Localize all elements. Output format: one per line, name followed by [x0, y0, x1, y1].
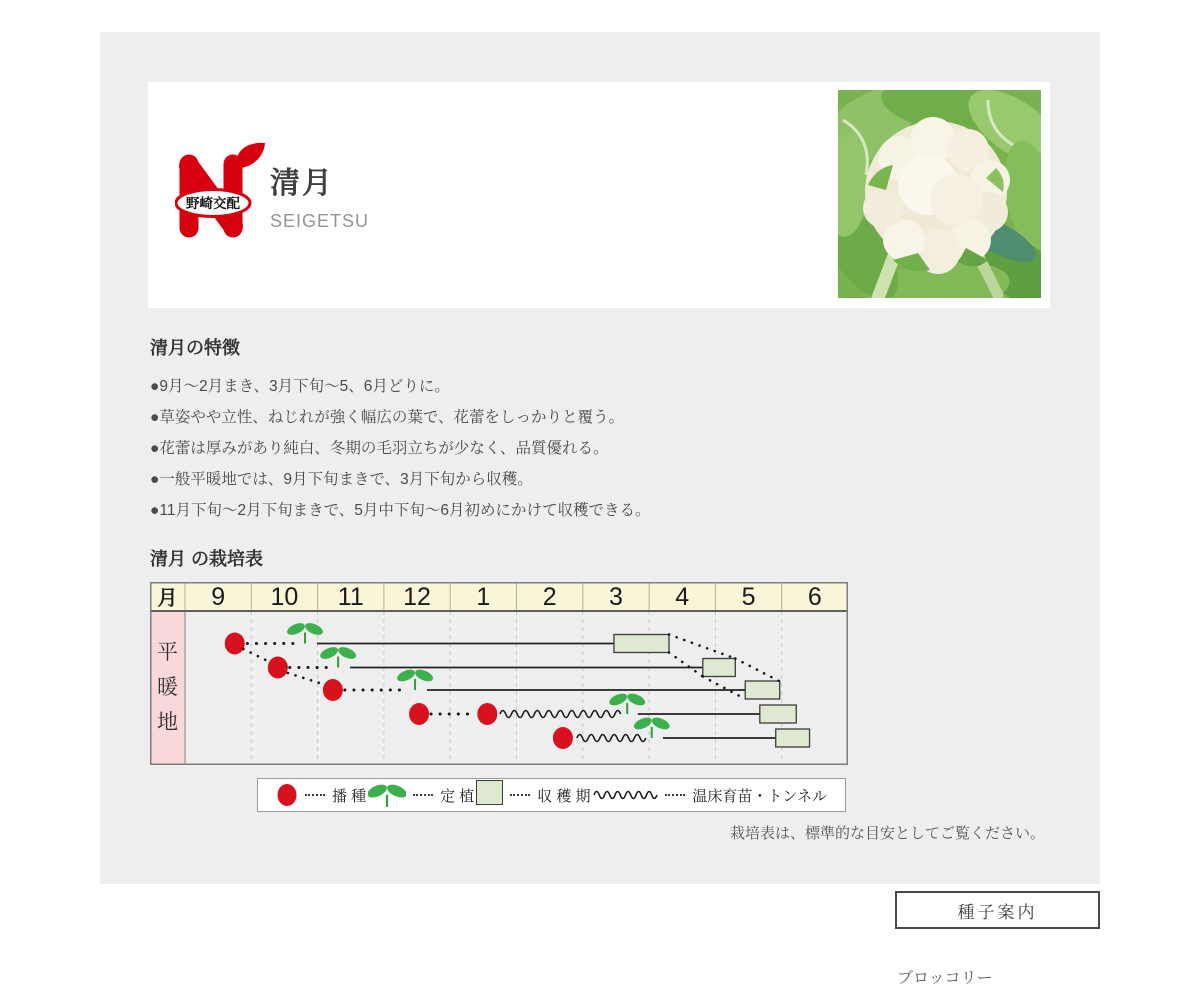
seed-guide-button[interactable]: 種子案内 — [895, 891, 1100, 929]
shift-dotted-connector — [669, 653, 703, 677]
tunnel-wave-icon — [592, 787, 658, 803]
month-label: 9 — [211, 583, 226, 611]
harvest-box-icon — [476, 780, 503, 810]
sow-dot — [268, 657, 288, 679]
feature-item: ●11月下旬～2月下旬まきで、5月中下旬～6月初めにかけて収穫できる。 — [150, 502, 651, 519]
transplant-sprout-icon — [608, 691, 647, 714]
month-label: 11 — [337, 583, 364, 611]
sow-dot — [553, 727, 573, 749]
harvest-box — [745, 681, 779, 699]
legend-connector — [305, 794, 325, 796]
chart-heading: 清月 の栽培表 — [150, 549, 264, 569]
feature-item: ●草姿やや立性、ねじれが強く幅広の葉で、花蕾をしっかりと覆う。 — [150, 409, 625, 426]
region-label: 平 — [157, 641, 178, 664]
chart-legend — [257, 778, 846, 812]
tunnel-wave — [500, 711, 621, 718]
sow-dot — [323, 679, 343, 701]
transplant-sprout-icon — [368, 781, 406, 809]
brand-logo — [175, 141, 267, 247]
transplant-sprout-icon — [368, 782, 406, 807]
features-heading: 清月の特徴 — [150, 338, 240, 358]
legend-connector — [510, 794, 530, 796]
legend-item — [276, 782, 366, 808]
brand-badge-text: 野崎交配 — [186, 196, 240, 211]
shift-dotted-connector — [288, 673, 324, 685]
sow-dot — [409, 703, 429, 725]
shift-dotted-connector — [669, 635, 735, 659]
sow-dot-icon — [276, 782, 298, 808]
legend-label: 播 種 — [332, 787, 367, 805]
product-title: 清月 — [270, 167, 334, 200]
month-label: 1 — [476, 583, 491, 611]
month-label: 10 — [270, 583, 299, 611]
shift-dotted-connector — [703, 677, 745, 700]
legend-item — [476, 780, 590, 810]
sow-dot — [225, 633, 245, 655]
feature-item: ●花蕾は厚みがあり純白、冬期の毛羽立ちが少なく、品質優れる。 — [150, 440, 609, 457]
month-label: 12 — [403, 583, 431, 611]
harvest-box — [760, 705, 796, 723]
leaf-icon — [236, 143, 265, 168]
feature-item: ●一般平暖地では、9月下旬まきで、3月下旬から収穫。 — [150, 471, 533, 488]
legend-connector — [413, 794, 433, 796]
product-photo — [838, 90, 1041, 298]
harvest-box — [703, 659, 735, 677]
chart-note: 栽培表は、標準的な目安としてご覧ください。 — [729, 825, 1045, 842]
legend-item — [368, 781, 474, 809]
month-label: 4 — [675, 583, 690, 611]
legend-label: 定 植 — [440, 787, 475, 805]
cultivation-chart-svg — [150, 582, 848, 765]
legend-label: 収 穫 期 — [537, 787, 591, 805]
product-subtitle: SEIGETSU — [270, 211, 370, 231]
product-card — [148, 82, 1050, 308]
tunnel-wave — [577, 735, 646, 742]
legend-item — [592, 785, 827, 806]
shift-dotted-connector — [243, 649, 270, 662]
sow-dot — [477, 703, 497, 725]
month-label: 2 — [542, 583, 557, 611]
product-title-block — [270, 158, 369, 232]
feature-item: ●9月～2月まき、3月下旬～5、6月どりに。 — [150, 378, 450, 395]
month-corner-label: 月 — [157, 587, 178, 610]
harvest-box — [776, 729, 810, 747]
month-label: 3 — [608, 583, 623, 611]
region-label: 地 — [157, 711, 178, 734]
month-label: 5 — [741, 583, 756, 611]
transplant-sprout-icon — [395, 667, 434, 690]
legend-label: 温床育苗・トンネル — [692, 787, 827, 805]
month-label: 6 — [807, 583, 822, 611]
features-list — [150, 371, 651, 526]
broccoli-link[interactable]: ブロッコリー — [895, 963, 1100, 1000]
transplant-sprout-icon — [285, 621, 324, 644]
shift-dotted-connector — [735, 659, 779, 682]
harvest-box — [614, 635, 669, 653]
legend-connector — [665, 794, 685, 796]
transplant-sprout-icon — [319, 645, 358, 668]
cultivation-chart — [150, 582, 848, 765]
region-label: 暖 — [157, 676, 178, 699]
